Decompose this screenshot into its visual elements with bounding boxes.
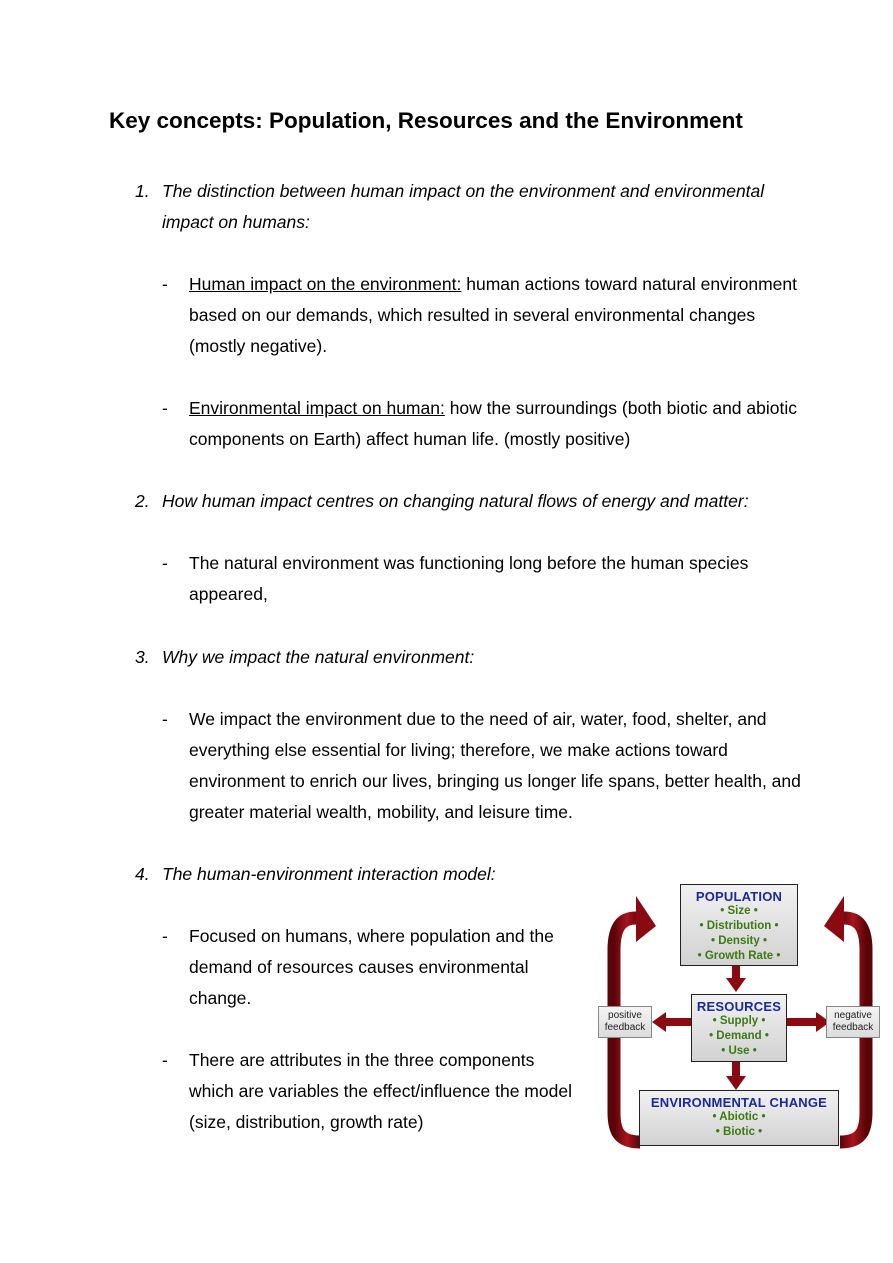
section-1-bullet-2: - Environmental impact on human: how the surroundings (both biotic and abiotic components on Earth) affect human life. (mostly positive) xyxy=(162,398,797,449)
section-1-bullet-1: - Human impact on the environment: human actions toward natural environment based on our demands, which resulted in several environmental changes (mostly negative). xyxy=(162,274,797,356)
page-title: Key concepts: Population, Resources and the Environment xyxy=(109,108,743,133)
arrow-to-negative-feedback xyxy=(782,1018,816,1026)
population-item: • Density • xyxy=(711,935,767,947)
population-item: • Distribution • xyxy=(699,920,779,932)
term-human-impact: Human impact on the environment: xyxy=(189,274,462,294)
population-box xyxy=(680,884,798,966)
positive-feedback-label: positive feedback xyxy=(598,1006,652,1038)
section-2-bullet-1: - The natural environment was functioning long before the human species appeared, xyxy=(162,553,749,604)
section-4-bullet-2: - There are attributes in the three components which are variables the effect/influence the model (size, distribution, growth rate) xyxy=(162,1050,572,1132)
population-title: POPULATION xyxy=(695,889,783,904)
left-loop-arrowhead xyxy=(636,896,656,942)
resources-title: RESOURCES xyxy=(696,999,782,1014)
negative-feedback-label: negative feedback xyxy=(826,1006,880,1038)
arrow-resources-to-change xyxy=(732,1062,740,1076)
section-3-heading: 3. Why we impact the natural environment: xyxy=(135,647,475,667)
environmental-change-title: ENVIRONMENTAL CHANGE xyxy=(650,1095,828,1110)
environmental-change-item: • Biotic • xyxy=(715,1126,763,1138)
arrow-to-positive-feedback xyxy=(666,1018,692,1026)
population-item: • Growth Rate • xyxy=(697,950,781,962)
section-2-heading: 2. How human impact centres on changing natural flows of energy and matter: xyxy=(135,491,749,511)
section-4-bullet-1: - Focused on humans, where population and the demand of resources causes environmental change. xyxy=(162,926,554,1008)
resources-item: • Supply • xyxy=(712,1015,766,1027)
resources-item: • Use • xyxy=(721,1045,757,1057)
term-environmental-impact: Environmental impact on human: xyxy=(189,398,445,418)
arrow-to-positive-feedback-head xyxy=(652,1012,666,1032)
right-loop-arrowhead xyxy=(824,896,844,942)
arrow-population-to-resources xyxy=(732,964,740,978)
arrow-resources-to-change-head xyxy=(726,1076,746,1090)
section-1-heading: 1. The distinction between human impact on the environment and environmental impact on humans: xyxy=(135,181,765,232)
environmental-change-box xyxy=(639,1090,839,1146)
population-item: • Size • xyxy=(720,905,758,917)
environmental-change-item: • Abiotic • xyxy=(712,1111,766,1123)
interaction-model-diagram xyxy=(596,880,884,1155)
resources-box xyxy=(691,994,787,1062)
section-4-heading: 4. The human-environment interaction model: xyxy=(135,864,496,884)
arrow-population-to-resources-head xyxy=(726,978,746,992)
resources-item: • Demand • xyxy=(709,1030,769,1042)
section-3-bullet-1: - We impact the environment due to the need of air, water, food, shelter, and everything else essential for living; therefore, we make actions toward environment to enrich our lives, bringing us longer life spans, better health, and greater material wealth, mobility, and leisure time. xyxy=(162,709,801,822)
